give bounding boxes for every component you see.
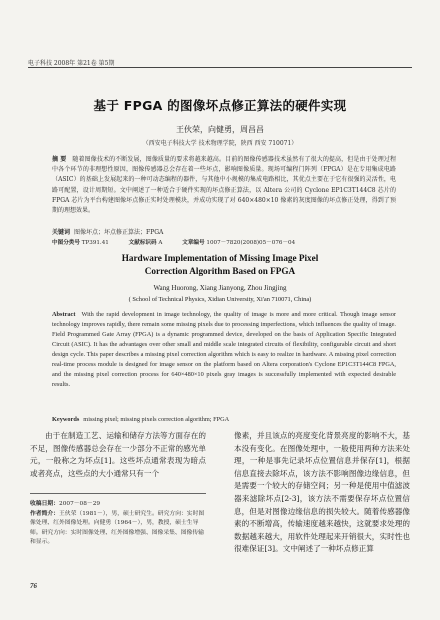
keywords-cn [52,227,396,236]
footnote [30,500,206,548]
doc-code-value: A [158,240,163,246]
received-line [30,500,206,510]
keywords-en [52,416,396,423]
bio-line [30,510,206,548]
title-en-line-1: Hardware Implementation of Missing Image Pixel [121,253,319,263]
body-column-left [30,430,206,480]
article-id-value: 1007－7820(2008)05－076－04 [206,240,296,246]
abstract-cn-label: 摘 要 [52,156,67,163]
body-paragraph: 由于在制造工艺、运输和储存方法等方面存在的不足，图像传感器总会存在一少部分不正常的感光单元，一般称之为坏点[1]。这些坏点通常表现为暗点或者亮点，这些点的大小通常只有一个 [30,431,206,478]
article-id-label: 文章编号 [182,240,205,246]
authors-en: Wang Huorong, Xiang Jianyong, Zhou Jingjing [153,284,287,292]
abstract-cn [52,155,396,216]
journal-header: 电子科技 2008年 第21卷 第5期 [28,60,115,67]
paper-title-cn: 基于 FPGA 的图像坏点修正算法的硬件实现 [93,98,347,113]
affiliation-en: ( School of Technical Physics, Xidian University, Xi'an 710071, China) [128,296,312,303]
received-date: 2007－08－29 [59,501,101,507]
abstract-en [52,310,396,390]
affiliation-cn: （西安电子科技大学 技术物理学院，陕西 西安 710071） [142,140,298,147]
keywords-cn-text: 图像坏点；坏点修正算法；FPGA [74,229,164,236]
body-paragraph: 像素，并且该点的亮度变化背景亮度的影响不大，基本没有变化。在图像处理中，一般使用两种方法来处理，一种是事先记录坏点位置信息并保存[1]，根据信息直接去除坏点，该方法不影响图像边缘信息，但是需要一个较大的存储空间；另一种是使用中值滤波器来滤除坏点[2-3]，该方法不需要保存坏点位置信息，但是对图像边缘信息的损失较大。随着传感器像素的不断增高，传输速度越来越快，这就要求处理的数据越来越大，用软件处理起来开销很大，实时性也很难保证[3]。文中阐述了一种坏点修正算 [234,431,410,554]
keywords-cn-label: 关键词 [52,229,71,236]
clc-label: 中图分类号 [52,240,80,246]
footnote-rule [30,493,206,494]
abstract-en-label: Abstract [52,311,76,318]
keywords-en-label: Keywords [52,416,80,423]
classification-line [52,238,396,246]
header-rule [28,67,412,68]
authors-cn: 王伙荣，向健勇，周昌昌 [176,125,264,134]
paper-title-en [0,252,440,277]
bio-text: 王伙荣（1981－），男，硕士研究生。研究方向：实时图像处理、红外图像处理。向健勇（1964－），男，教授，硕士生导师。研究方向：实时图像处理、红外图像增强、图像采集、图像传输和显示。 [30,510,205,546]
clc-value: TP391.41 [81,240,109,246]
keywords-en-text: missing pixel; missing pixels correction algorithm; FPGA [83,416,230,423]
page-number: 76 [30,582,37,590]
abstract-cn-text: 随着图像技术的不断发展，图像质量的要求将越来越高。目前的图像传感器技术虽然有了很大的提高，但是由于处理过程中各个环节的非理想性原因，图像传感器总会存在着一些坏点，影响图像质量。现场可编程门阵列（FPGA）是在专用集成电路（ASIC）的基础上发展起来的一种可动态编程的器件，与其他中小规模的集成电路相比，其优点主要在于它有很强的灵活性，电路可配置，设计周期短。文中阐述了一种适合于硬件实现的坏点修正算法，以 Altera 公司的 Cyclone EP1C3T144C8 芯片的 FPGA 芯片为平台构建图像坏点修正实时处理模块，并成功实现了对 640×480×10 像素的灰度图像的坏点修正处理，得到了预期的理想效果。 [52,156,396,215]
bio-label: 作者简介： [30,510,59,517]
received-label: 收稿日期： [30,501,59,507]
abstract-en-text: With the rapid development in image technology, the quality of image is more and more critical. Though image sensor technology improves rapidly, there remain some missing pixels due to processing imperfections, which influences the quality of image. Field Programmed Gate Array (FPGA) is a dynamic programmed device, developed on the basis of Application Specific Integrated Circuit (ASIC). It has the advantages over other small and middle scale integrated circuits of flexibility, configurable circuit and short design cycle. This paper describes a missing pixel correction algorithm which is easy to realize in hardware. A missing pixel correction real-time process module is designed for image sensor on the platform based on Altera corporation's Cyclone EP1C3T144C8 FPGA, and the missing pixel correction process for 640×480×10 pixels gray images is successfully implemented with expected desirable results. [52,311,396,388]
title-en-line-2: Correction Algorithm Based on FPGA [144,265,296,276]
body-column-right [234,430,410,556]
doc-code-label: 文献标识码 [128,240,157,246]
